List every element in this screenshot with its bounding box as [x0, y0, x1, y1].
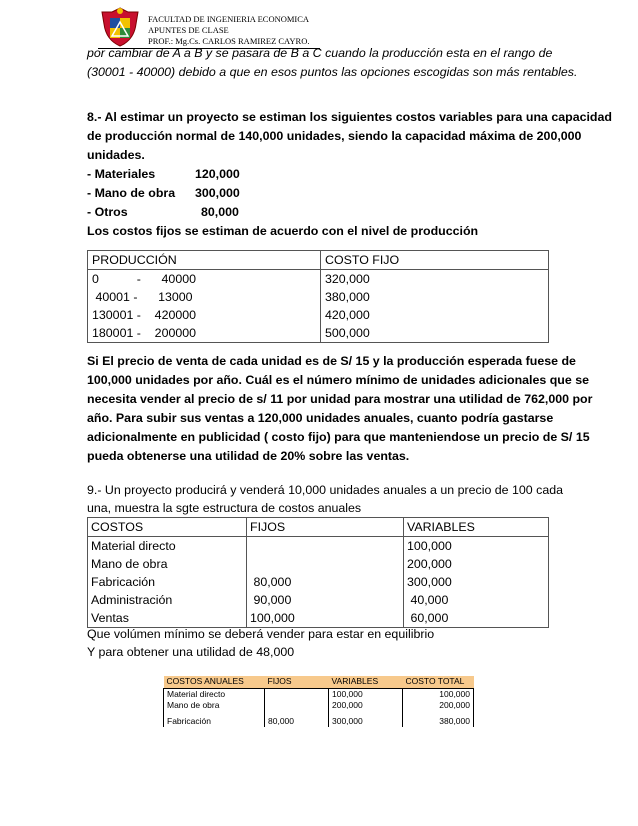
- cost-name: Material directo: [164, 688, 265, 700]
- fixed-cost-note: Los costos fijos se estiman de acuerdo con el nivel de producción: [87, 224, 479, 238]
- problem-8-line-3: unidades.: [87, 148, 145, 162]
- problem-8-line-2: de producción normal de 140,000 unidades, siendo la capacidad máxima de 200,000: [87, 129, 582, 143]
- table-row: [164, 712, 474, 728]
- question-equilibrium: Que volúmen mínimo se deberá vender para estar en equilibrio: [87, 627, 435, 641]
- fixed-value: 80,000: [265, 712, 329, 728]
- university-logo: [100, 6, 140, 48]
- variable-value: 100,000: [407, 539, 452, 553]
- variable-value: 200,000: [407, 557, 452, 571]
- header-total-cost: COSTO TOTAL: [403, 676, 474, 688]
- header-variable: VARIABLES: [329, 676, 403, 688]
- variable-value: 40,000: [407, 593, 449, 607]
- question-line: necesita vender al precio de s/ 11 por unidad para mostrar una utilidad de 762,000 por: [87, 392, 593, 406]
- fixed-value: [265, 700, 329, 712]
- header-costs: COSTOS: [88, 518, 247, 537]
- problem-9-line-2: una, muestra la sgte estructura de costos anuales: [87, 501, 362, 515]
- production-range: 40001 - 13000: [92, 290, 193, 304]
- question-line: pueda obtenerse una utilidad de 20% sobre las ventas.: [87, 449, 410, 463]
- header-fixed: FIJOS: [265, 676, 329, 688]
- cost-item-value: 300,000: [195, 186, 240, 200]
- variable-value: 100,000: [329, 688, 403, 700]
- cost-name: Ventas: [91, 611, 129, 625]
- table-row: [88, 270, 549, 343]
- problem-8-line-1: 8.- Al estimar un proyecto se estiman los siguientes costos variables para una capacidad: [87, 110, 612, 124]
- fixed-value: [250, 537, 400, 555]
- problem-9-line-1: 9.- Un proyecto producirá y venderá 10,000 unidades anuales a un precio de 100 cada: [87, 483, 563, 497]
- production-range: 130001 - 420000: [92, 308, 197, 322]
- cost-item-labor: [87, 184, 549, 203]
- cost-item-label: - Mano de obra: [87, 186, 176, 200]
- table-header-row: [88, 518, 549, 537]
- fixed-cost-cells: [321, 270, 549, 343]
- question-line: 100,000 unidades por año. Cuál es el número mínimo de unidades adicionales que se: [87, 373, 589, 387]
- cost-name: Fabricación: [91, 575, 156, 589]
- intro-line-1: por cambiar de A a B y se pasara de B a C cuando la producción esta en el rango de: [87, 46, 553, 60]
- fixed-value: 100,000: [250, 611, 295, 625]
- variable-value-cells: [404, 537, 549, 628]
- notes-title: APUNTES DE CLASE: [148, 25, 229, 35]
- question-line: Si El precio de venta de cada unidad es de S/ 15 y la producción esperada fuese de: [87, 354, 576, 368]
- variable-value: 200,000: [329, 700, 403, 712]
- cost-name: Fabricación: [164, 712, 265, 728]
- cost-name: Mano de obra: [164, 700, 265, 712]
- total-value: 380,000: [403, 712, 474, 728]
- fixed-cost-table: [87, 250, 549, 343]
- intro-paragraph: [87, 44, 578, 82]
- question-line: adicionalmente en publicidad ( costo fijo) para que manteniendose un precio de S/ 15: [87, 430, 590, 444]
- problem-8-statement: [87, 108, 612, 241]
- variable-value: 60,000: [407, 611, 449, 625]
- variable-value: 300,000: [407, 575, 452, 589]
- cost-item-value: 120,000: [195, 167, 240, 181]
- problem-8-question: [87, 352, 593, 466]
- fixed-value: [250, 555, 400, 573]
- total-value: 100,000: [403, 688, 474, 700]
- production-range-cells: [88, 270, 321, 343]
- total-value: 200,000: [403, 700, 474, 712]
- fixed-cost-value: 420,000: [325, 308, 370, 322]
- question-line: año. Para subir sus ventas a 120,000 unidades anuales, cuanto podría gastarse: [87, 411, 554, 425]
- cost-item-label: - Otros: [87, 205, 128, 219]
- fixed-value: 80,000: [250, 575, 292, 589]
- question-profit: Y para obtener una utilidad de 48,000: [87, 645, 295, 659]
- header-production: PRODUCCIÓN: [88, 251, 321, 270]
- cost-name: Material directo: [91, 539, 176, 553]
- variable-value: 300,000: [329, 712, 403, 728]
- document-header: [148, 14, 310, 47]
- fixed-value: [265, 688, 329, 700]
- header-variable: VARIABLES: [404, 518, 549, 537]
- cost-item-materials: [87, 165, 549, 184]
- production-range: 180001 - 200000: [92, 326, 197, 340]
- table-row: [164, 700, 474, 712]
- cost-item-value: 80,000: [201, 205, 239, 219]
- total-cost-table: [163, 676, 474, 727]
- fixed-value-cells: [247, 537, 404, 628]
- cost-name: Administración: [91, 593, 173, 607]
- header-fixed-cost: COSTO FIJO: [321, 251, 549, 270]
- header-fixed: FIJOS: [247, 518, 404, 537]
- production-range: 0 - 40000: [92, 272, 196, 286]
- fixed-value: 90,000: [250, 593, 292, 607]
- table-row: [88, 537, 549, 628]
- cost-item-label: - Materiales: [87, 167, 156, 181]
- fixed-cost-value: 320,000: [325, 272, 370, 286]
- cost-name: Mano de obra: [91, 557, 168, 571]
- cost-item-others: [87, 203, 549, 222]
- problem-9-statement: [87, 481, 563, 516]
- table-row: [164, 688, 474, 700]
- professor-name: PROF.: Mg.Cs. CARLOS RAMIREZ CAYRO.: [148, 36, 310, 46]
- annual-cost-table: [87, 517, 549, 628]
- intro-line-2: (30001 - 40000) debido a que en esos puntos las opciones escogidas son más rentables.: [87, 65, 578, 79]
- cost-name-cells: [88, 537, 247, 628]
- table-header-row: [164, 676, 474, 688]
- table-header-row: [88, 251, 549, 270]
- header-annual-costs: COSTOS ANUALES: [164, 676, 265, 688]
- faculty-name: FACULTAD DE INGENIERIA ECONOMICA: [148, 14, 310, 24]
- problem-9-questions: [87, 625, 434, 661]
- fixed-cost-value: 380,000: [325, 290, 370, 304]
- fixed-cost-value: 500,000: [325, 326, 370, 340]
